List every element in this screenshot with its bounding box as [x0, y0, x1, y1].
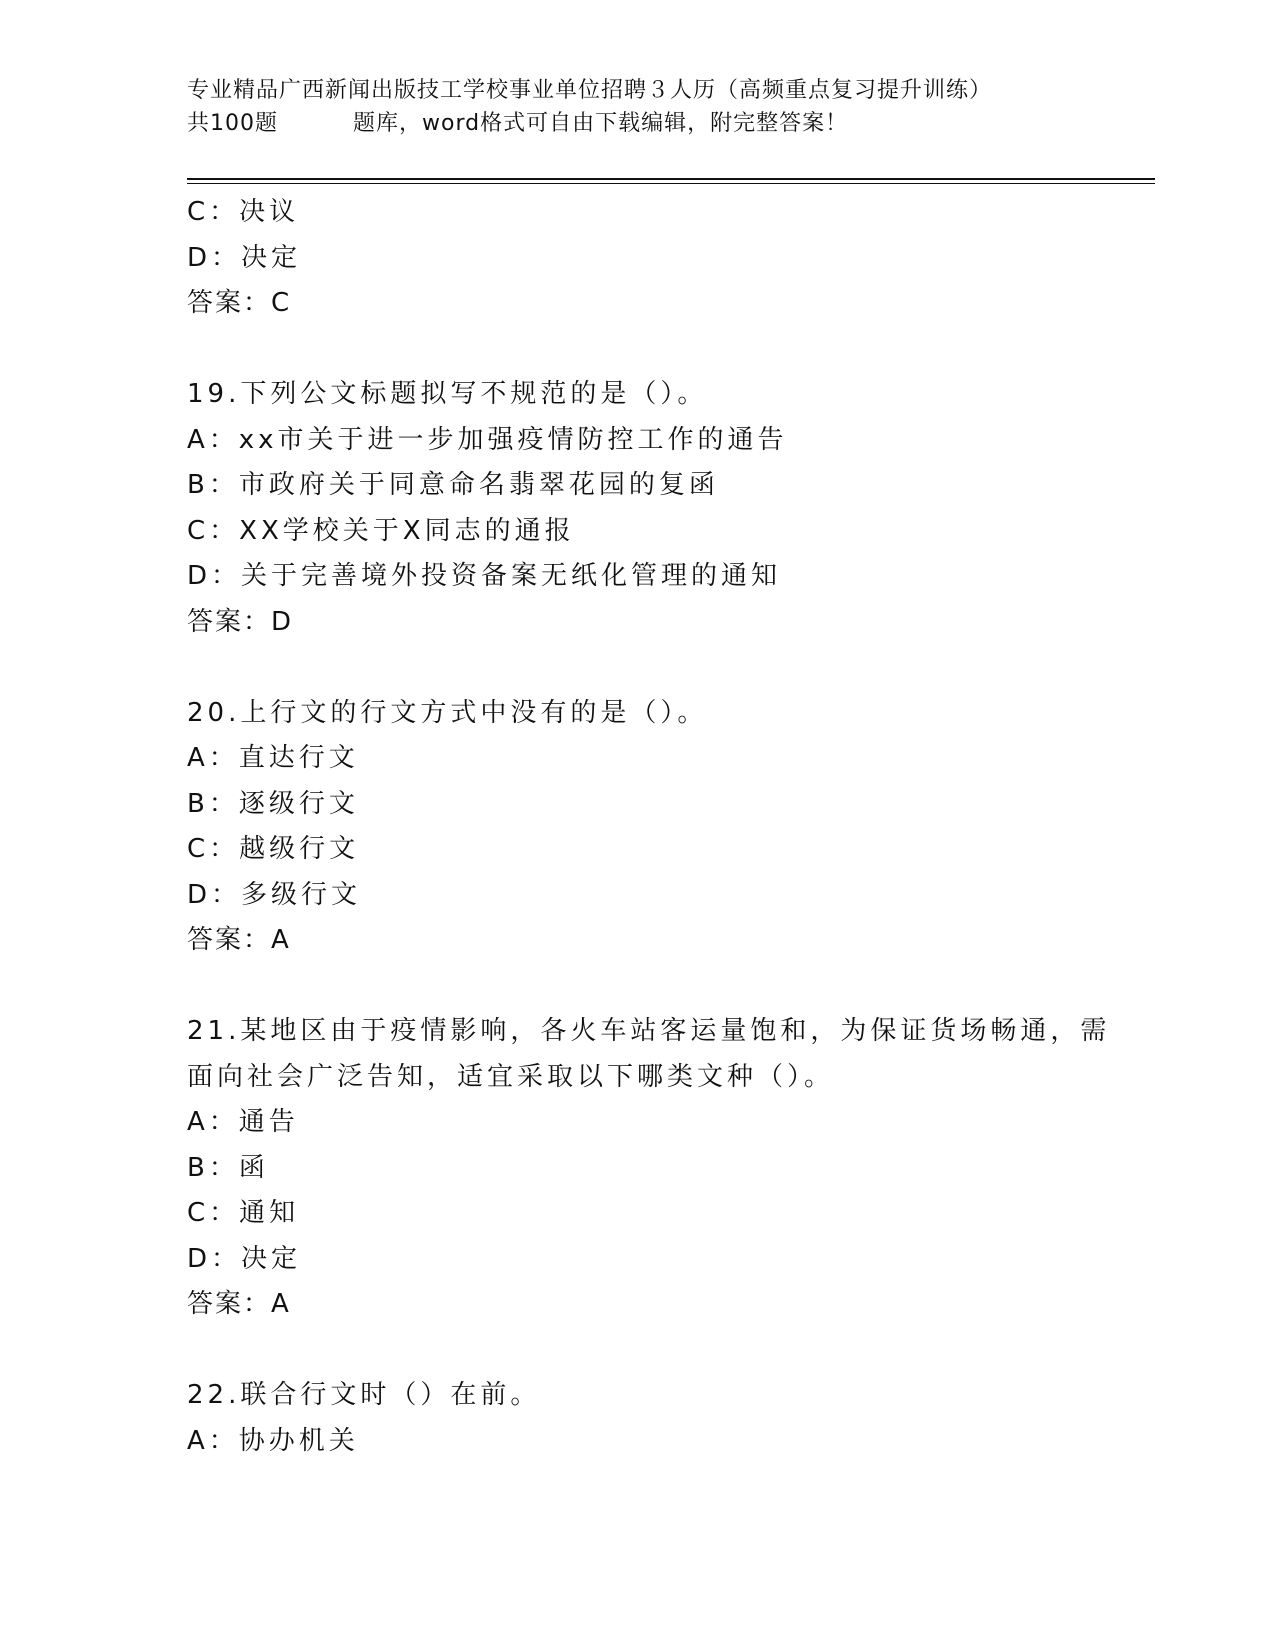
- spacer: [187, 964, 1127, 1010]
- spacer: [187, 1328, 1127, 1374]
- option-line: B：逐级行文: [187, 788, 359, 819]
- question-stem: 19.下列公文标题拟写不规范的是（）。: [187, 379, 708, 409]
- option-line: D：多级行文: [187, 879, 362, 910]
- header-rule-thin: [187, 183, 1155, 184]
- header-subtitle: [187, 107, 1087, 140]
- header-rule-thick: [187, 178, 1155, 180]
- option-line: B：函: [187, 1152, 269, 1183]
- question-stem: 21.某地区由于疫情影响，各火车站客运量饱和，为保证货场畅通，需: [187, 1016, 1111, 1046]
- question-stem-continued: 面向社会广泛告知，适宜采取以下哪类文种（）。: [187, 1061, 835, 1092]
- question-stem: 20.上行文的行文方式中没有的是（）。: [187, 697, 708, 728]
- option-line: D：关于完善境外投资备案无纸化管理的通知: [187, 561, 782, 591]
- option-line: C：越级行文: [187, 834, 360, 864]
- document-body: [187, 190, 1127, 1464]
- answer-line: 答案：C: [187, 288, 292, 318]
- header-title: 专业精品广西新闻出版技工学校事业单位招聘３人历（高频重点复习提升训练）: [187, 78, 993, 103]
- option-line: B：市政府关于同意命名翡翠花园的复函: [187, 470, 719, 500]
- answer-line: 答案：A: [187, 925, 291, 955]
- answer-line: 答案：A: [187, 1289, 291, 1319]
- option-line: A：协办机关: [187, 1425, 359, 1456]
- header-description: 题库，word格式可自由下载编辑，附完整答案！: [353, 111, 849, 136]
- option-line: D：决定: [187, 1243, 302, 1274]
- header-question-count: 共100题: [187, 111, 278, 136]
- spacer: [187, 327, 1127, 373]
- option-line: A：直达行文: [187, 743, 359, 773]
- page-header: [187, 74, 1087, 140]
- spacer: [187, 645, 1127, 691]
- option-line: A：通告: [187, 1107, 299, 1137]
- question-stem: 22.联合行文时（）在前。: [187, 1380, 541, 1410]
- option-line: D：决定: [187, 242, 302, 273]
- answer-line: 答案：D: [187, 606, 294, 637]
- option-line: A：xx市关于进一步加强疫情防控工作的通告: [187, 424, 788, 455]
- option-line: C：通知: [187, 1198, 300, 1228]
- option-line: C：XX学校关于X同志的通报: [187, 515, 575, 546]
- option-line: C：决议: [187, 197, 300, 227]
